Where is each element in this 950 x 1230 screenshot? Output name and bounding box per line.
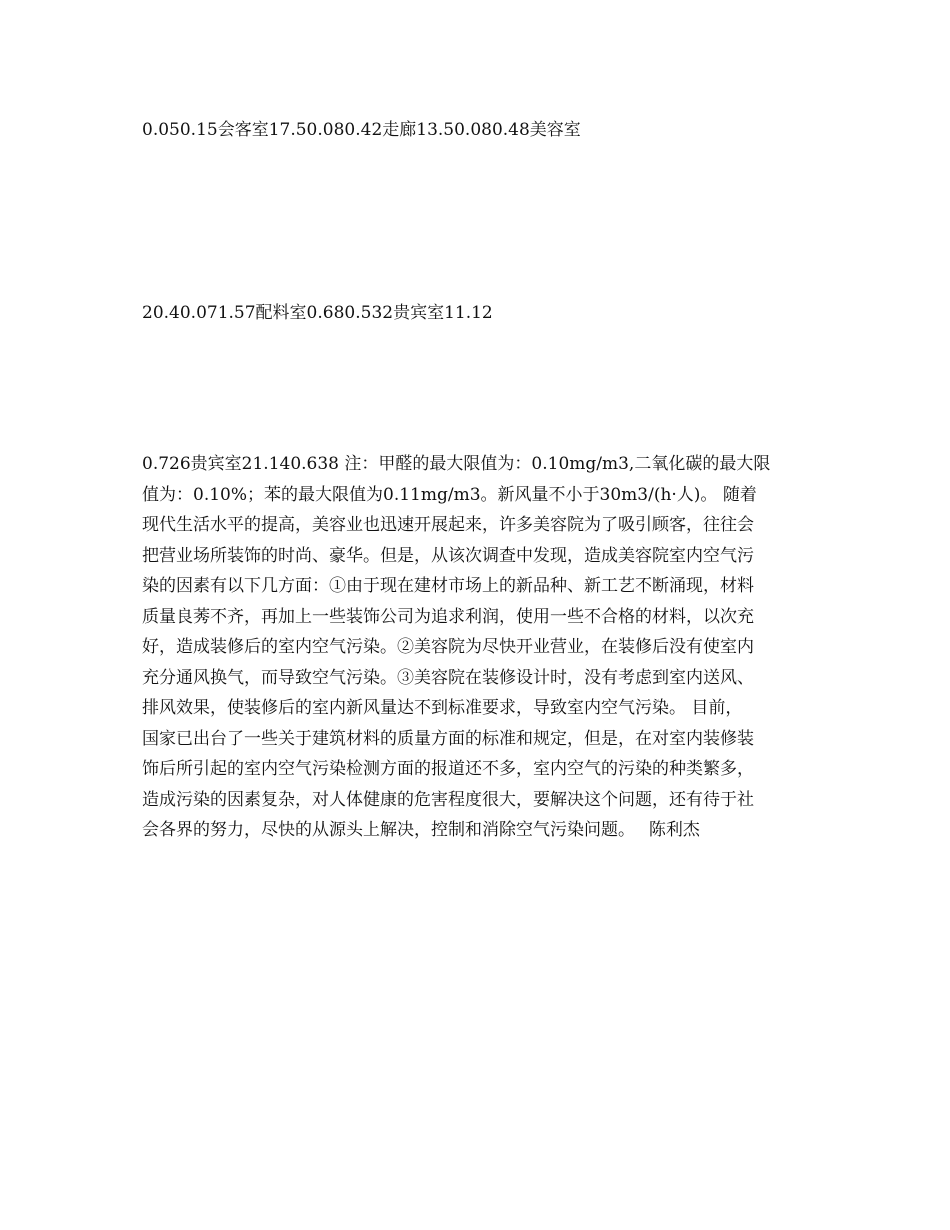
paragraph-row: 染的因素有以下几方面：①由于现在建材市场上的新品种、新工艺不断涌现，材料 [142, 576, 754, 596]
paragraph-row: 质量良莠不齐，再加上一些装饰公司为追求利润，使用一些不合格的材料，以次充 [142, 606, 754, 627]
table-fragment-line-2: 20.40.071.57配料室0.680.532贵宾室11.12 [142, 303, 493, 323]
paragraph-row: 0.726贵宾室21.140.638 注：甲醛的最大限值为：0.10mg/m3,二氧化碳的最大限 [142, 454, 771, 474]
paragraph-row: 排风效果，使装修后的室内新风量达不到标准要求，导致室内空气污染。 目前， [142, 698, 743, 718]
body-paragraph [142, 449, 814, 846]
paragraph-row: 好，造成装修后的室内空气污染。②美容院为尽快开业营业，在装修后没有使室内 [142, 637, 754, 657]
paragraph-row: 饰后所引起的室内空气污染检测方面的报道还不多，室内空气的污染的种类繁多， [142, 759, 754, 779]
paragraph-row: 会各界的努力，尽快的从源头上解决，控制和消除空气污染问题。 陈利杰 [142, 820, 700, 840]
paragraph-row: 把营业场所装饰的时尚、豪华。但是，从该次调查中发现，造成美容院室内空气污 [142, 545, 754, 566]
paragraph-row: 造成污染的因素复杂，对人体健康的危害程度很大，要解决这个问题，还有待于社 [142, 789, 754, 810]
paragraph-row: 值为：0.10%；苯的最大限值为0.11mg/m3。新风量不小于30m3/(h·人)。 随着 [142, 484, 757, 505]
table-fragment-line-1: 0.050.15会客室17.50.080.42走廊13.50.080.48美容室 [142, 120, 581, 140]
paragraph-row: 国家已出台了一些关于建筑材料的质量方面的标准和规定，但是，在对室内装修装 [142, 728, 754, 749]
paragraph-row: 现代生活水平的提高，美容业也迅速开展起来，许多美容院为了吸引顾客，往往会 [142, 515, 754, 535]
paragraph-row: 充分通风换气，而导致空气污染。③美容院在装修设计时，没有考虑到室内送风、 [142, 667, 754, 688]
